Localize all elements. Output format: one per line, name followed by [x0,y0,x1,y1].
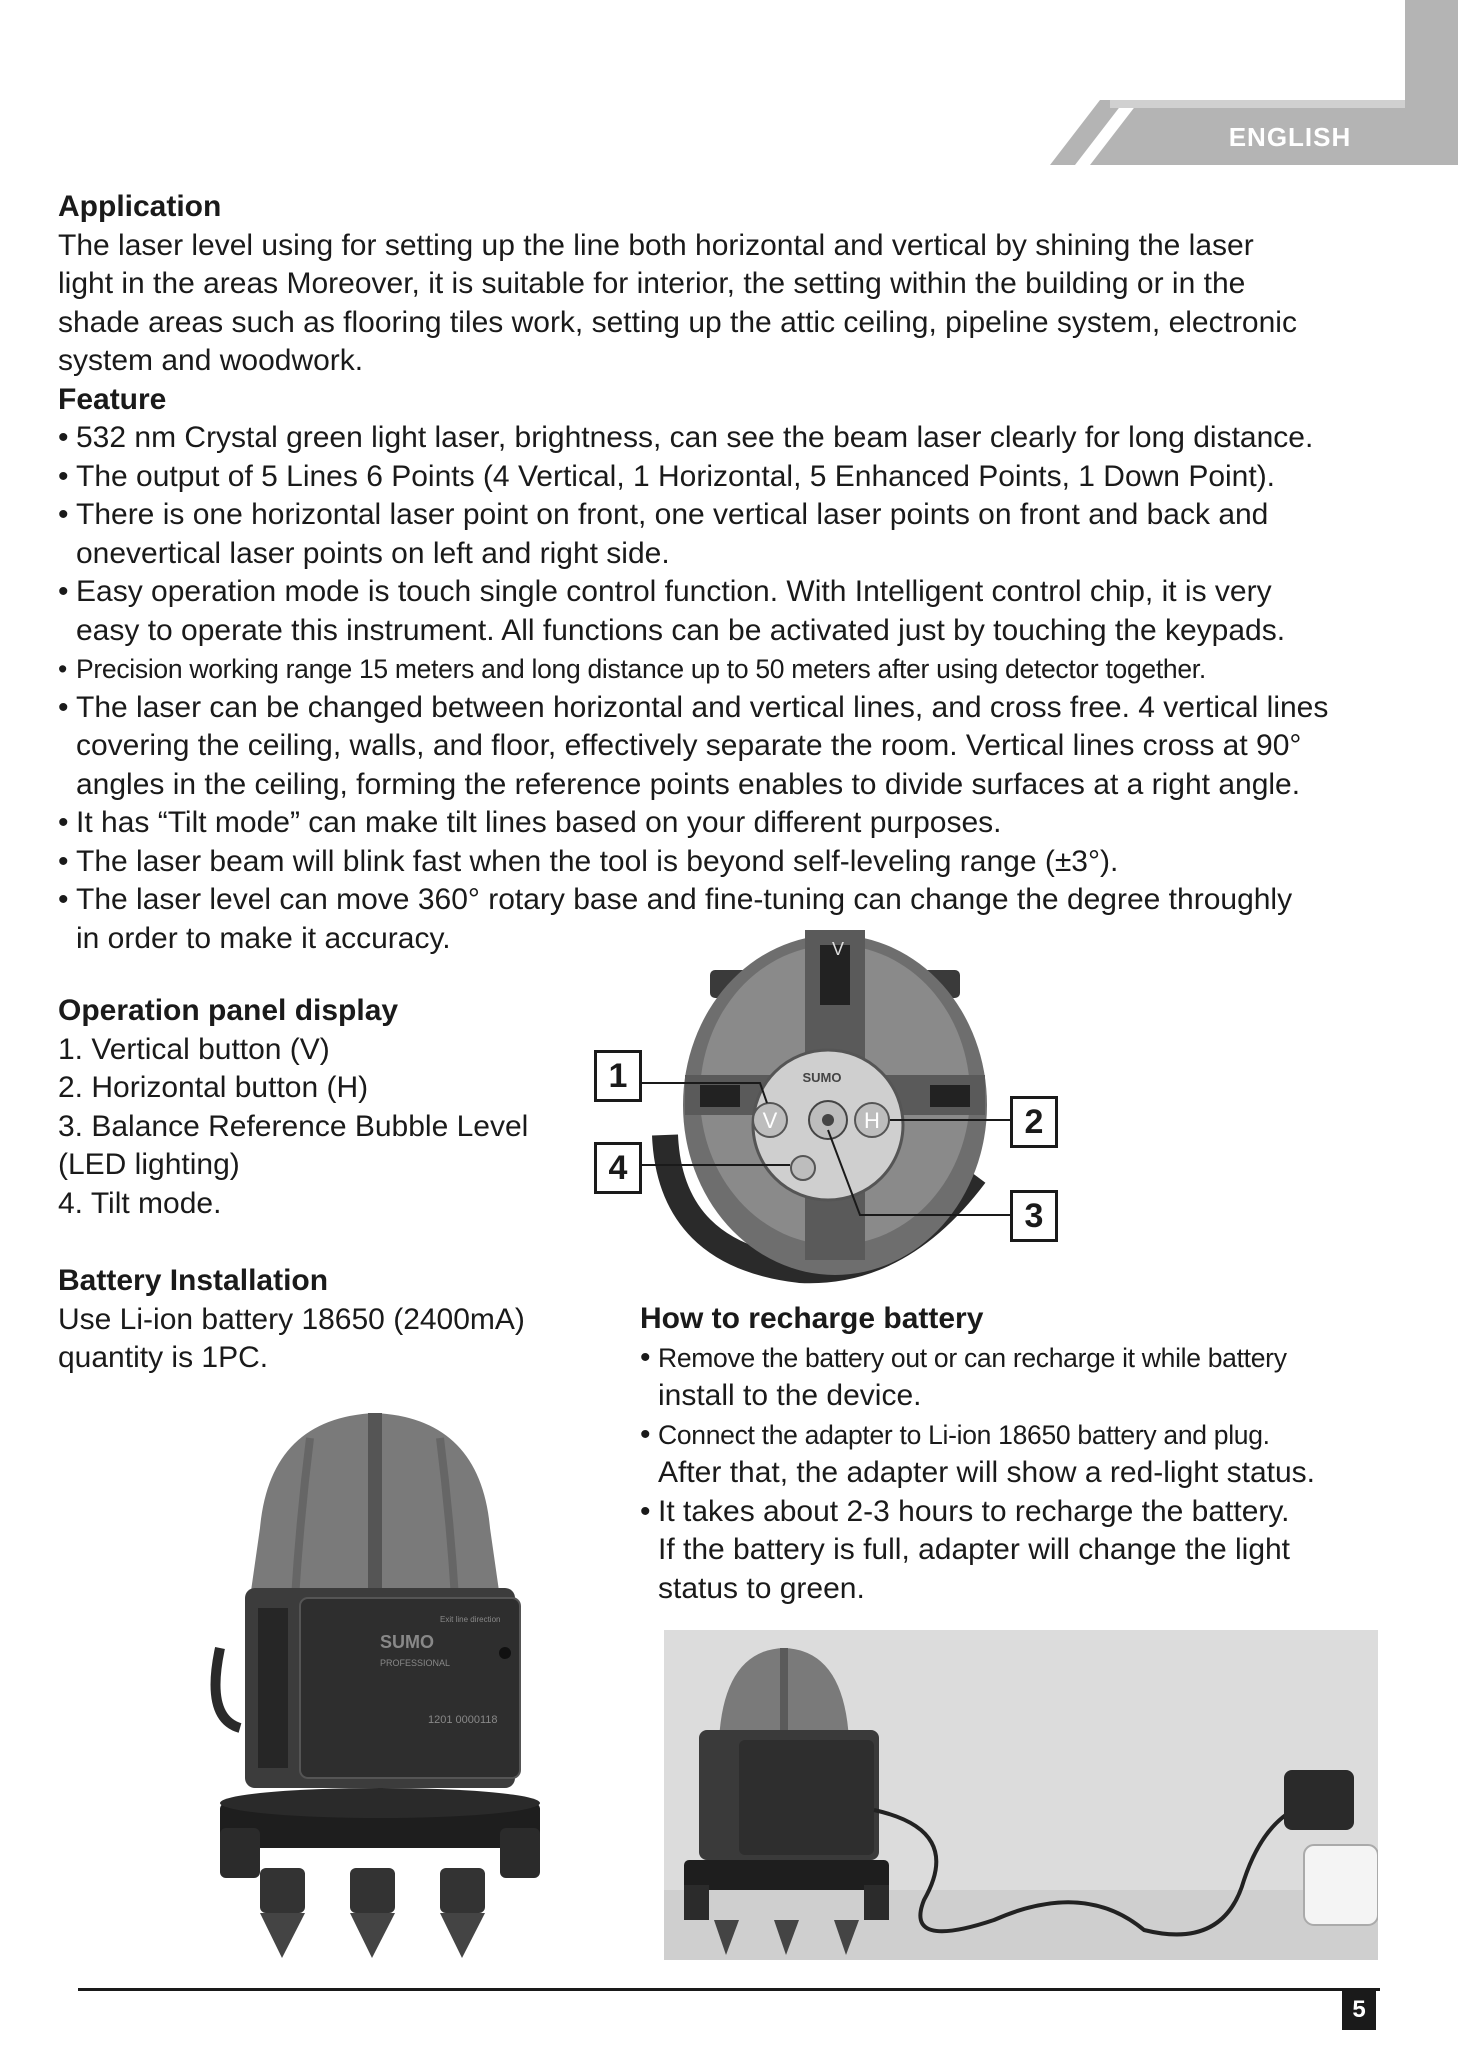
device-serial: 1201 0000118 [428,1714,498,1726]
feature-list [58,419,1398,958]
operation-panel-item: 1. Vertical button (V) [58,1032,330,1066]
operation-panel-section [58,992,578,1223]
recharge-item [640,1493,1400,1609]
page-number: 5 [1342,1990,1376,2030]
feature-item-text: onevertical laser points on left and right side. [76,536,670,570]
feature-heading: Feature [58,382,167,416]
device-note: Exit line direction [440,1615,501,1624]
horizontal-button-label: H [864,1108,880,1133]
recharge-item-text: Remove the battery out or can recharge it while battery [658,1342,1287,1373]
recharge-item-text: It takes about 2-3 hours to recharge the battery. [658,1494,1290,1528]
feature-item-text: 532 nm Crystal green light laser, brightness, can see the beam laser clearly for long distance. [76,421,1314,454]
battery-device-image [200,1398,550,1958]
battery-installation-line: Use Li-ion battery 18650 (2400mA) [58,1302,525,1336]
application-line: light in the areas Moreover, it is suitable for interior, the setting within the building or in the [58,267,1246,300]
operation-panel-diagram [570,925,1080,1300]
feature-item-text: easy to operate this instrument. All functions can be activated just by touching the keypads. [76,613,1286,647]
application-heading: Application [58,190,222,223]
callout-2: 2 [1010,1096,1058,1148]
feature-item [58,689,1398,805]
recharge-item-text: status to green. [658,1571,865,1605]
callout-1: 1 [594,1050,642,1102]
application-line: shade areas such as flooring tiles work, setting up the attic ceiling, pipeline system, electronic [58,305,1297,339]
feature-item-text: The laser beam will blink fast when the tool is beyond self-leveling range (±3°). [76,844,1119,878]
feature-item [58,650,1398,689]
feature-item-text: There is one horizontal laser point on front, one vertical laser points on front and back and [76,498,1269,531]
operation-panel-heading: Operation panel display [58,994,399,1027]
feature-item [58,496,1398,573]
feature-item [58,419,1398,458]
feature-item-text: angles in the ceiling, forming the reference points enables to divide surfaces at a right angle. [76,767,1301,801]
recharge-item-text: After that, the adapter will show a red-light status. [658,1456,1315,1489]
operation-panel-item: 4. Tilt mode. [58,1186,222,1220]
feature-item-text: The laser level can move 360° rotary base and fine-tuning can change the degree throughly [76,883,1293,916]
battery-installation-section [58,1262,618,1378]
feature-item-text: Easy operation mode is touch single control function. With Intelligent control chip, it is very [76,575,1272,608]
recharge-list [640,1339,1400,1609]
application-section [58,188,1398,958]
recharge-item-text: install to the device. [658,1379,922,1412]
callout-4: 4 [594,1142,642,1194]
battery-installation-heading: Battery Installation [58,1264,329,1297]
application-line: The laser level using for setting up the line both horizontal and vertical by shining the laser [58,228,1254,262]
device-brand-sub: PROFESSIONAL [380,1658,451,1668]
recharge-section [640,1300,1400,1608]
feature-item-text: It has “Tilt mode” can make tilt lines based on your different purposes. [76,806,1002,839]
feature-item-text: The output of 5 Lines 6 Points (4 Vertical, 1 Horizontal, 5 Enhanced Points, 1 Down Point). [76,459,1276,493]
brand-logo: SUMO [802,1070,842,1085]
recharge-item-text: Connect the adapter to Li-ion 18650 battery and plug. [658,1419,1270,1450]
recharge-photo [664,1630,1378,1960]
feature-item [58,458,1398,497]
feature-item-text: covering the ceiling, walls, and floor, effectively separate the room. Vertical lines cross at 90° [76,729,1302,762]
callout-3: 3 [1010,1190,1058,1242]
recharge-item-text: If the battery is full, adapter will change the light [658,1533,1291,1566]
language-label: ENGLISH [1228,122,1352,152]
vertical-button-label: V [762,1108,778,1133]
feature-item-text: in order to make it accuracy. [76,921,451,955]
application-line: system and woodwork. [58,344,364,377]
recharge-heading: How to recharge battery [640,1302,984,1335]
top-window-label: V [831,939,845,959]
footer-rule [78,1988,1380,1991]
feature-item [58,573,1398,650]
recharge-item [640,1416,1400,1493]
operation-panel-item: (LED lighting) [58,1148,240,1181]
recharge-item [640,1339,1400,1416]
feature-item-text: The laser can be changed between horizontal and vertical lines, and cross free. 4 vertical lines [76,690,1329,724]
operation-panel-item: 2. Horizontal button (H) [58,1071,369,1104]
battery-installation-line: quantity is 1PC. [58,1341,269,1374]
feature-item-text: Precision working range 15 meters and long distance up to 50 meters after using detector together. [76,654,1206,684]
feature-item [58,804,1398,843]
device-brand: SUMO [380,1632,434,1652]
feature-item [58,843,1398,882]
operation-panel-item: 3. Balance Reference Bubble Level [58,1109,529,1143]
